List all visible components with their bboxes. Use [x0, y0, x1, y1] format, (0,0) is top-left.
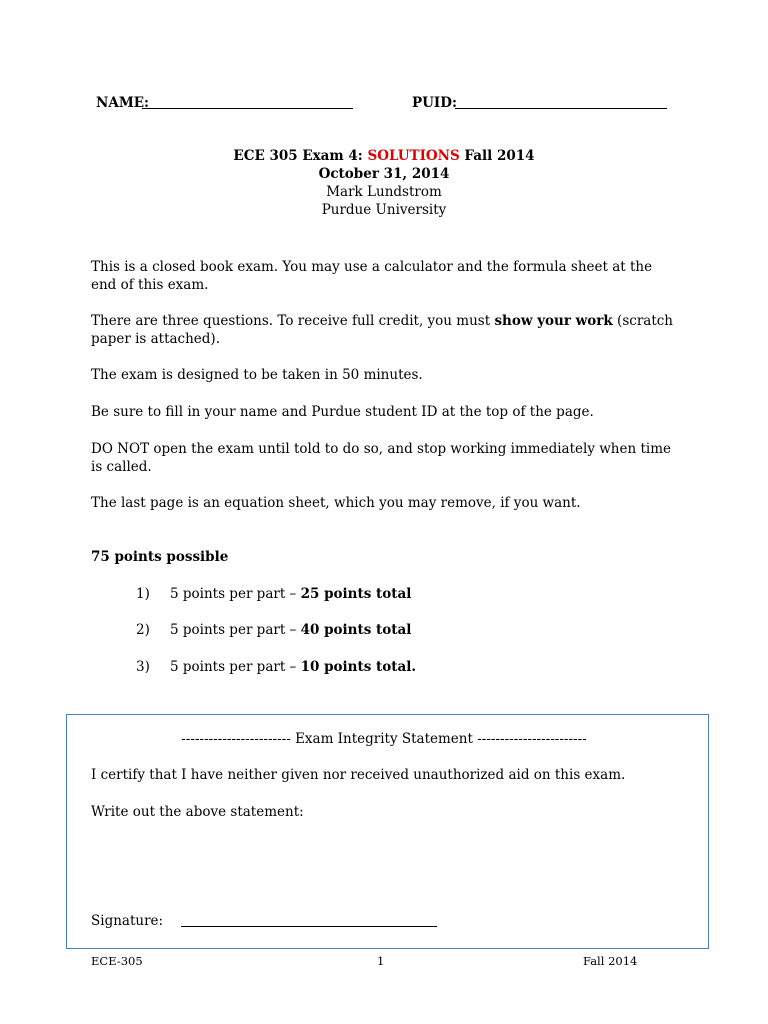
integrity-write-prompt: Write out the above statement: — [91, 804, 304, 820]
name-field-line[interactable] — [142, 108, 353, 109]
exam-title — [0, 147, 768, 165]
points-item-text: 5 points per part – — [170, 586, 301, 602]
instruction-duration: The exam is designed to be taken in 50 minutes. — [91, 367, 423, 383]
solutions-label: SOLUTIONS — [367, 148, 460, 164]
puid-label: PUID: — [412, 95, 457, 111]
exam-title-block — [0, 147, 768, 219]
points-item — [170, 658, 416, 676]
integrity-heading: ------------------------ Exam Integrity Statement ------------------------ — [181, 731, 587, 747]
points-item-total: 10 points total. — [300, 659, 417, 675]
instruction-show-work-text-2: (scratch paper is attached). — [91, 313, 673, 347]
points-item-text: 5 points per part – — [170, 659, 301, 675]
university-name: Purdue University — [321, 202, 447, 218]
instruction-do-not-open: DO NOT open the exam until told to do so, and stop working immediately when time is called. — [91, 441, 672, 475]
instruction-show-work — [91, 312, 681, 348]
points-item-number: 2) — [136, 622, 150, 638]
instruction-fill-name: Be sure to fill in your name and Purdue student ID at the top of the page. — [91, 404, 594, 420]
footer-term: Fall 2014 — [583, 954, 638, 968]
points-item-text: 5 points per part – — [170, 622, 301, 638]
instruction-show-work-text-1: There are three questions. To receive full credit, you must — [91, 313, 495, 329]
points-item — [170, 585, 411, 603]
points-item-number: 1) — [136, 586, 150, 602]
footer-page-number: 1 — [377, 954, 385, 968]
points-item-total: 25 points total — [300, 586, 412, 602]
instructor-name: Mark Lundstrom — [326, 184, 442, 200]
integrity-statement: I certify that I have neither given nor received unauthorized aid on this exam. — [91, 767, 626, 783]
instruction-show-work-emphasis: show your work — [494, 313, 613, 329]
points-item-number: 3) — [136, 659, 150, 675]
exam-term: Fall 2014 — [459, 148, 535, 164]
points-item-total: 40 points total — [300, 622, 412, 638]
signature-field-line[interactable] — [181, 926, 437, 927]
exam-title-prefix: ECE 305 Exam 4: — [233, 148, 368, 164]
footer-course: ECE-305 — [91, 954, 143, 968]
exam-date: October 31, 2014 — [318, 166, 450, 182]
puid-field-line[interactable] — [455, 108, 667, 109]
points-item — [170, 621, 411, 639]
instruction-closed-book: This is a closed book exam. You may use a calculator and the formula sheet at the end of this exam. — [91, 259, 653, 293]
instruction-equation-sheet: The last page is an equation sheet, which you may remove, if you want. — [91, 495, 581, 511]
points-heading: 75 points possible — [91, 549, 229, 565]
name-label: NAME: — [96, 95, 150, 111]
signature-label: Signature: — [91, 913, 164, 929]
